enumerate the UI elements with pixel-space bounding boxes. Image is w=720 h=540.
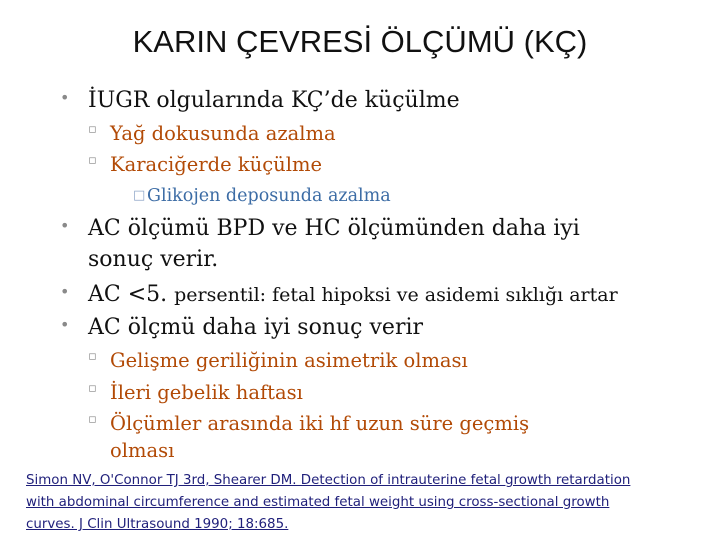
square-bullet-icon: ▫	[88, 349, 97, 364]
sub-sub-bullet-glikojen	[133, 184, 391, 208]
sub-bullet-karaciger	[88, 150, 322, 179]
sub-bullet-text-line1: Ölçümler arasında iki hf uzun süre geçmiş	[110, 412, 530, 435]
sub-bullet-olcumler	[88, 409, 530, 438]
citation-link[interactable]	[26, 470, 706, 536]
sub-bullet-text-line2: olması	[110, 439, 175, 462]
bullet-ac-persentil	[60, 280, 618, 310]
sub-bullet-text: Karaciğerde küçülme	[110, 153, 322, 176]
square-bullet-icon: ▫	[88, 381, 97, 396]
citation-line: curves. J Clin Ultrasound 1990; 18:685.	[26, 517, 289, 532]
bullet-text-prefix: AC <5.	[88, 282, 175, 307]
bullet-text-line1: AC ölçümü BPD ve HC ölçümünden daha iyi	[88, 216, 580, 241]
sub-bullet-text: Gelişme geriliğinin asimetrik olması	[110, 349, 468, 372]
citation-line: with abdominal circumference and estimated fetal weight using cross-sectional growth	[26, 495, 610, 510]
bullet-ac-olcumu-continued	[88, 245, 218, 275]
sub-bullet-yag	[88, 119, 336, 148]
sub-sub-bullet-text: Glikojen deposunda azalma	[147, 186, 391, 206]
bullet-dot-icon: •	[60, 315, 70, 334]
square-bullet-icon: ▫	[88, 153, 97, 168]
bullet-ac-olcmu	[60, 313, 424, 343]
square-bullet-icon: ▫	[88, 122, 97, 137]
bullet-text: AC ölçmü daha iyi sonuç verir	[88, 315, 424, 340]
square-bullet-icon: ▫	[88, 412, 97, 427]
citation-line: Simon NV, O'Connor TJ 3rd, Shearer DM. Detection of intrauterine fetal growth retardation	[26, 473, 631, 488]
box-bullet-icon: □	[133, 188, 146, 203]
sub-bullet-text: Yağ dokusunda azalma	[110, 122, 336, 145]
sub-bullet-asimetrik	[88, 346, 468, 375]
sub-bullet-gebelik	[88, 378, 303, 407]
bullet-text: İUGR olgularında KÇ’de küçülme	[88, 88, 460, 113]
sub-bullet-text: İleri gebelik haftası	[110, 381, 303, 404]
bullet-dot-icon: •	[60, 88, 70, 107]
bullet-dot-icon: •	[60, 216, 70, 235]
bullet-ac-olcumu	[60, 214, 580, 244]
bullet-text-line2: sonuç verir.	[88, 247, 219, 272]
sub-bullet-olcumler-continued	[110, 436, 174, 465]
bullet-iugr	[60, 86, 460, 116]
slide-title: KARIN ÇEVRESİ ÖLÇÜMÜ (KÇ)	[132, 24, 588, 59]
bullet-dot-icon: •	[60, 282, 70, 301]
bullet-text-rest: persentil: fetal hipoksi ve asidemi sıklığı artar	[174, 284, 618, 306]
